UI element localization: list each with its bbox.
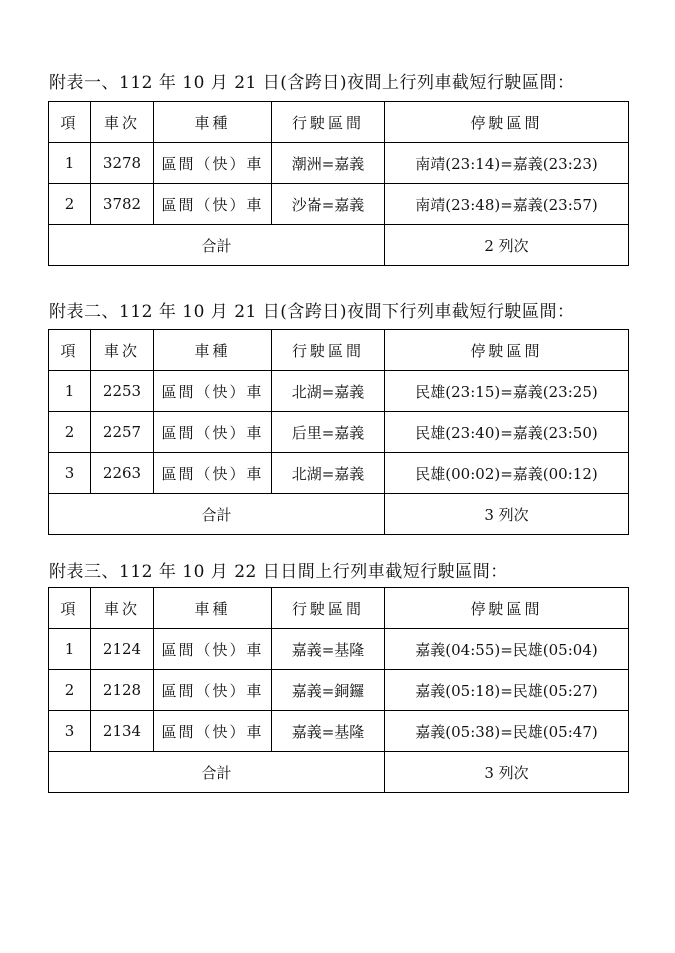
total-label: 合計 bbox=[49, 494, 385, 535]
total-value: 2 列次 bbox=[385, 225, 629, 266]
header-suspended-section: 停駛區間 bbox=[385, 330, 629, 371]
cell-train-no: 3782 bbox=[91, 184, 154, 225]
cell-train-type: 區間（快）車 bbox=[154, 143, 272, 184]
cell-train-no: 2128 bbox=[91, 670, 154, 711]
cell-route: 嘉義=銅鑼 bbox=[272, 670, 385, 711]
total-row bbox=[49, 494, 629, 535]
table-row bbox=[49, 711, 629, 752]
table-1-caption: 附表一、112 年 10 月 21 日(含跨日)夜間上行列車截短行駛區間： bbox=[49, 73, 575, 93]
cell-suspended-section: 民雄(23:40)=嘉義(23:50) bbox=[385, 412, 629, 453]
cell-train-type: 區間（快）車 bbox=[154, 453, 272, 494]
total-row bbox=[49, 225, 629, 266]
table-row bbox=[49, 184, 629, 225]
table-row bbox=[49, 670, 629, 711]
total-value: 3 列次 bbox=[385, 494, 629, 535]
header-item: 項 bbox=[49, 330, 91, 371]
cell-train-type: 區間（快）車 bbox=[154, 412, 272, 453]
cell-route: 北湖=嘉義 bbox=[272, 453, 385, 494]
cell-train-no: 2257 bbox=[91, 412, 154, 453]
header-item: 項 bbox=[49, 588, 91, 629]
cell-item: 2 bbox=[49, 670, 91, 711]
cell-train-type: 區間（快）車 bbox=[154, 711, 272, 752]
table-row bbox=[49, 629, 629, 670]
cell-item: 3 bbox=[49, 711, 91, 752]
cell-suspended-section: 南靖(23:48)=嘉義(23:57) bbox=[385, 184, 629, 225]
header-route: 行駛區間 bbox=[272, 330, 385, 371]
cell-train-no: 2124 bbox=[91, 629, 154, 670]
cell-item: 2 bbox=[49, 412, 91, 453]
table-3 bbox=[48, 587, 629, 793]
table-row bbox=[49, 412, 629, 453]
cell-suspended-section: 南靖(23:14)=嘉義(23:23) bbox=[385, 143, 629, 184]
header-train-no: 車次 bbox=[91, 588, 154, 629]
cell-item: 1 bbox=[49, 143, 91, 184]
table-row bbox=[49, 143, 629, 184]
cell-suspended-section: 民雄(00:02)=嘉義(00:12) bbox=[385, 453, 629, 494]
cell-item: 2 bbox=[49, 184, 91, 225]
header-train-type: 車種 bbox=[154, 102, 272, 143]
header-train-type: 車種 bbox=[154, 588, 272, 629]
cell-item: 1 bbox=[49, 371, 91, 412]
cell-route: 沙崙=嘉義 bbox=[272, 184, 385, 225]
table-header-row bbox=[49, 588, 629, 629]
cell-route: 嘉義=基隆 bbox=[272, 711, 385, 752]
cell-suspended-section: 民雄(23:15)=嘉義(23:25) bbox=[385, 371, 629, 412]
header-item: 項 bbox=[49, 102, 91, 143]
header-suspended-section: 停駛區間 bbox=[385, 102, 629, 143]
cell-train-no: 2134 bbox=[91, 711, 154, 752]
header-suspended-section: 停駛區間 bbox=[385, 588, 629, 629]
cell-train-no: 2253 bbox=[91, 371, 154, 412]
table-row bbox=[49, 453, 629, 494]
header-route: 行駛區間 bbox=[272, 588, 385, 629]
cell-route: 嘉義=基隆 bbox=[272, 629, 385, 670]
total-label: 合計 bbox=[49, 752, 385, 793]
header-train-no: 車次 bbox=[91, 102, 154, 143]
cell-route: 后里=嘉義 bbox=[272, 412, 385, 453]
table-2-caption: 附表二、112 年 10 月 21 日(含跨日)夜間下行列車截短行駛區間： bbox=[49, 302, 575, 322]
cell-suspended-section: 嘉義(05:38)=民雄(05:47) bbox=[385, 711, 629, 752]
cell-route: 北湖=嘉義 bbox=[272, 371, 385, 412]
header-train-no: 車次 bbox=[91, 330, 154, 371]
table-1 bbox=[48, 101, 629, 266]
cell-train-no: 3278 bbox=[91, 143, 154, 184]
header-train-type: 車種 bbox=[154, 330, 272, 371]
table-header-row bbox=[49, 330, 629, 371]
cell-train-type: 區間（快）車 bbox=[154, 184, 272, 225]
total-row bbox=[49, 752, 629, 793]
cell-item: 3 bbox=[49, 453, 91, 494]
cell-train-type: 區間（快）車 bbox=[154, 371, 272, 412]
total-value: 3 列次 bbox=[385, 752, 629, 793]
cell-train-type: 區間（快）車 bbox=[154, 629, 272, 670]
cell-item: 1 bbox=[49, 629, 91, 670]
cell-suspended-section: 嘉義(05:18)=民雄(05:27) bbox=[385, 670, 629, 711]
total-label: 合計 bbox=[49, 225, 385, 266]
table-2 bbox=[48, 329, 629, 535]
header-route: 行駛區間 bbox=[272, 102, 385, 143]
table-row bbox=[49, 371, 629, 412]
cell-train-type: 區間（快）車 bbox=[154, 670, 272, 711]
cell-train-no: 2263 bbox=[91, 453, 154, 494]
cell-route: 潮洲=嘉義 bbox=[272, 143, 385, 184]
cell-suspended-section: 嘉義(04:55)=民雄(05:04) bbox=[385, 629, 629, 670]
table-3-caption: 附表三、112 年 10 月 22 日日間上行列車截短行駛區間： bbox=[49, 562, 508, 582]
table-header-row bbox=[49, 102, 629, 143]
